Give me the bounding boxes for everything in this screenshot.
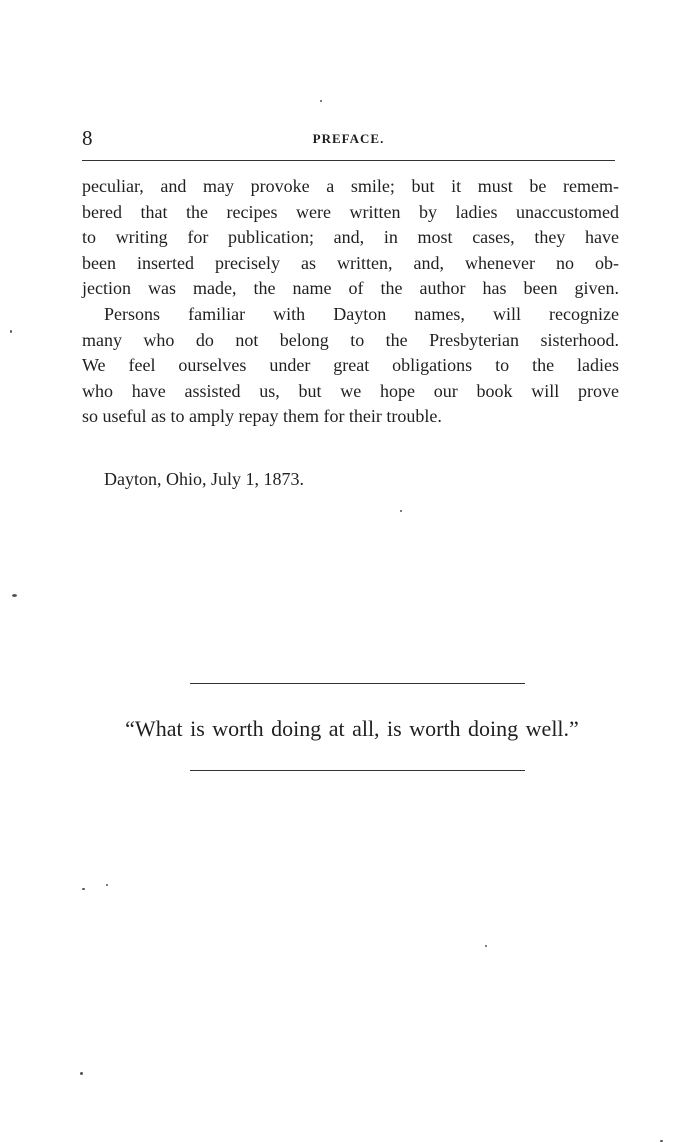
scan-speck bbox=[320, 100, 322, 102]
scan-speck bbox=[12, 594, 17, 597]
preface-text bbox=[82, 174, 619, 430]
motto-rule-top bbox=[190, 683, 525, 684]
page-header bbox=[82, 126, 615, 156]
text-line: who have assisted us, but we hope our book will prove bbox=[82, 380, 619, 401]
motto-rule-bottom bbox=[190, 770, 525, 771]
scan-speck bbox=[106, 884, 108, 886]
text-line: many who do not belong to the Presbyterian sisterhood. bbox=[82, 329, 619, 350]
header-rule bbox=[82, 160, 615, 161]
motto-quote: “What is worth doing at all, is worth doing well.” bbox=[125, 716, 579, 741]
scan-speck bbox=[660, 1140, 663, 1142]
text-line: so useful as to amply repay them for their trouble. bbox=[82, 406, 442, 427]
text-line: bered that the recipes were written by ladies unaccustomed bbox=[82, 201, 619, 222]
text-line: Persons familiar with Dayton names, will recognize bbox=[104, 303, 619, 324]
text-line: to writing for publication; and, in most cases, they have bbox=[82, 227, 619, 248]
running-head: PREFACE. bbox=[312, 131, 385, 146]
scan-speck bbox=[400, 510, 402, 512]
scan-speck bbox=[80, 1072, 83, 1075]
text-line: been inserted precisely as written, and, whenever no ob- bbox=[82, 252, 619, 273]
scan-speck bbox=[485, 945, 487, 947]
scan-speck bbox=[82, 888, 85, 890]
page-number: 8 bbox=[82, 126, 93, 150]
text-line: jection was made, the name of the author has been given. bbox=[82, 278, 619, 299]
scan-speck bbox=[10, 330, 12, 333]
text-line: We feel ourselves under great obligations to the ladies bbox=[82, 355, 619, 376]
dateline: Dayton, Ohio, July 1, 1873. bbox=[104, 469, 304, 489]
text-line: peculiar, and may provoke a smile; but it must be remem- bbox=[82, 176, 619, 196]
